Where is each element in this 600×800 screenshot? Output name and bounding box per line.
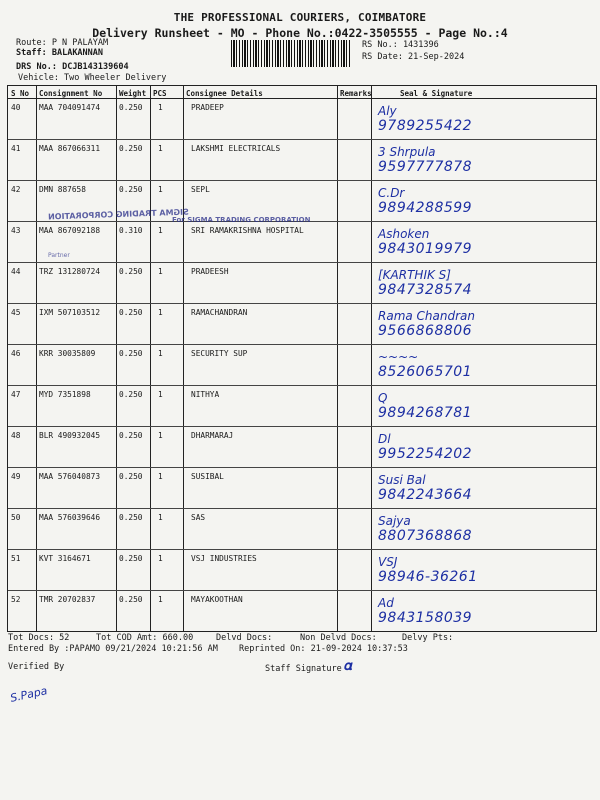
pieces: 1 [158,390,163,399]
handwritten-signature: Ashoken [378,227,430,241]
handwritten-phone: 9566868806 [378,323,473,339]
handwritten-signature: VSJ [378,555,398,569]
row-sno: 40 [11,103,21,112]
total-cod-amount: Tot COD Amt: 660.00 [96,633,194,643]
weight: 0.250 [119,513,143,522]
consignee-name: SEPL [191,185,210,194]
pieces: 1 [158,513,163,522]
seal-signature [378,104,472,134]
pieces: 1 [158,308,163,317]
row-sno: 50 [11,513,21,522]
barcode [231,40,352,67]
pieces: 1 [158,431,163,440]
weight: 0.250 [119,185,143,194]
handwritten-signature: Q [378,391,388,405]
consignee-name: VSJ INDUSTRIES [191,554,257,563]
delivery-points: Delvy Pts: [402,633,454,643]
row-sno: 46 [11,349,21,358]
consignment-no: TMR 20702837 [39,595,96,604]
col-consignee: Consignee Details [186,89,263,98]
vehicle: Vehicle: Two Wheeler Delivery [18,73,167,83]
consignee-name: SECURITY SUP [191,349,248,358]
consignee-name: RAMACHANDRAN [191,308,248,317]
col-weight: Weight [119,89,147,98]
seal-signature [378,309,475,339]
consignment-no: MAA 867066311 [39,144,101,153]
handwritten-signature: Susi Bal [378,473,426,487]
handwritten-signature: Sajya [378,514,411,528]
seal-signature [378,473,472,503]
consignment-no: KRR 30035809 [39,349,96,358]
consignee-name: LAKSHMI ELECTRICALS [191,144,281,153]
weight: 0.250 [119,431,143,440]
weight: 0.250 [119,390,143,399]
handwritten-phone: 8807368868 [378,528,473,544]
pieces: 1 [158,349,163,358]
seal-signature [378,350,472,380]
weight: 0.250 [119,554,143,563]
weight: 0.250 [119,308,143,317]
delivered-docs: Delvd Docs: [216,633,273,643]
staff-signature-label: Staff Signature [265,664,342,674]
verified-by-label: Verified By [8,662,65,672]
pieces: 1 [158,472,163,481]
stamp-partner: Partner [48,252,70,259]
col-pcs: PCS [153,89,167,98]
consignment-no: MAA 867092188 [39,226,101,235]
company-stamp: SIGMA TRADING CORPORATION [47,207,189,222]
row-sno: 45 [11,308,21,317]
row-sno: 51 [11,554,21,563]
row-sno: 44 [11,267,21,276]
consignment-no: MYD 7351898 [39,390,91,399]
route: Route: P N PALAYAM [16,38,109,48]
company-name: THE PROFESSIONAL COURIERS, COIMBATORE [173,11,427,24]
row-sno: 47 [11,390,21,399]
weight: 0.250 [119,267,143,276]
handwritten-phone: 9952254202 [378,446,473,462]
consignee-name: PRADEESH [191,267,229,276]
consignee-name: MAYAKOOTHAN [191,595,243,604]
row-sno: 43 [11,226,21,235]
col-consignment: Consignment No [39,89,103,98]
consignee-name: PRADEEP [191,103,224,112]
consignee-name: SAS [191,513,206,522]
handwritten-signature: Rama Chandran [378,309,476,323]
handwritten-signature: Dl [378,432,391,446]
consignment-no: MAA 704091474 [39,103,101,112]
pieces: 1 [158,267,163,276]
drs-number: DRS No.: DCJB143139604 [16,62,129,72]
seal-signature [378,391,472,421]
staff: Staff: BALAKANNAN [16,48,104,58]
non-delivered-docs: Non Delvd Docs: [300,633,377,643]
handwritten-phone: 9894268781 [378,405,473,421]
col-seal-signature: Seal & Signature [400,89,473,98]
weight: 0.250 [119,349,143,358]
weight: 0.310 [119,226,143,235]
staff-signature-mark: 𝛂 [343,658,352,674]
pieces: 1 [158,185,163,194]
col-remarks: Remarks [340,89,372,98]
handwritten-signature: 3 Shrpula [378,145,436,159]
handwritten-signature: C.Dr [378,186,405,200]
handwritten-phone: 9789255422 [378,118,473,134]
handwritten-signature: ~~~~ [378,350,419,364]
consignee-name: SRI RAMAKRISHNA HOSPITAL [191,226,304,235]
handwritten-phone: 8526065701 [378,364,473,380]
handwritten-phone: 9597777878 [378,159,473,175]
row-sno: 41 [11,144,21,153]
delivery-table [7,85,597,632]
consignment-no: MAA 576040873 [39,472,101,481]
handwritten-phone: 9894288599 [378,200,473,216]
consignment-no: MAA 576039646 [39,513,101,522]
row-sno: 48 [11,431,21,440]
handwritten-phone: 9842243664 [378,487,473,503]
rs-date: RS Date: 21-Sep-2024 [362,52,465,62]
seal-signature [378,432,472,462]
weight: 0.250 [119,472,143,481]
row-sno: 42 [11,185,21,194]
row-sno: 49 [11,472,21,481]
total-docs: Tot Docs: 52 [8,633,70,643]
pieces: 1 [158,144,163,153]
seal-signature [378,596,472,626]
reprinted-on: Reprinted On: 21-09-2024 10:37:53 [239,644,408,654]
verifier-signature: S.Papa [9,684,49,705]
rs-number: RS No.: 1431396 [362,40,439,50]
seal-signature [378,227,472,257]
entered-by: Entered By :PAPAMO 09/21/2024 10:21:56 AM [8,644,218,654]
seal-signature [378,514,472,544]
handwritten-phone: 98946-36261 [378,569,478,585]
consignee-name: SUSIBAL [191,472,224,481]
consignment-no: KVT 3164671 [39,554,91,563]
row-sno: 52 [11,595,21,604]
seal-signature [378,186,472,216]
weight: 0.250 [119,595,143,604]
handwritten-phone: 9843158039 [378,610,473,626]
company-stamp-for: For SIGMA TRADING CORPORATION [172,216,311,224]
weight: 0.250 [119,144,143,153]
seal-signature [378,145,472,175]
col-sno: S No [11,89,30,98]
seal-signature [378,555,478,585]
consignee-name: NITHYA [191,390,220,399]
handwritten-phone: 9847328574 [378,282,473,298]
handwritten-signature: Ad [378,596,394,610]
pieces: 1 [158,595,163,604]
consignment-no: DMN 887658 [39,185,86,194]
seal-signature [378,268,472,298]
pieces: 1 [158,226,163,235]
pieces: 1 [158,554,163,563]
consignee-name: DHARMARAJ [191,431,234,440]
handwritten-signature: [KARTHIK S] [378,268,451,282]
weight: 0.250 [119,103,143,112]
handwritten-phone: 9843019979 [378,241,473,257]
pieces: 1 [158,103,163,112]
handwritten-signature: Aly [378,104,397,118]
staff-name: BALAKANNAN [51,48,104,58]
consignment-no: TRZ 131280724 [39,267,101,276]
runsheet-title: Delivery Runsheet - MO - Phone No.:0422-3505555 - Page No.:4 [92,26,508,40]
consignment-no: IXM 507103512 [39,308,101,317]
consignment-no: BLR 490932045 [39,431,101,440]
